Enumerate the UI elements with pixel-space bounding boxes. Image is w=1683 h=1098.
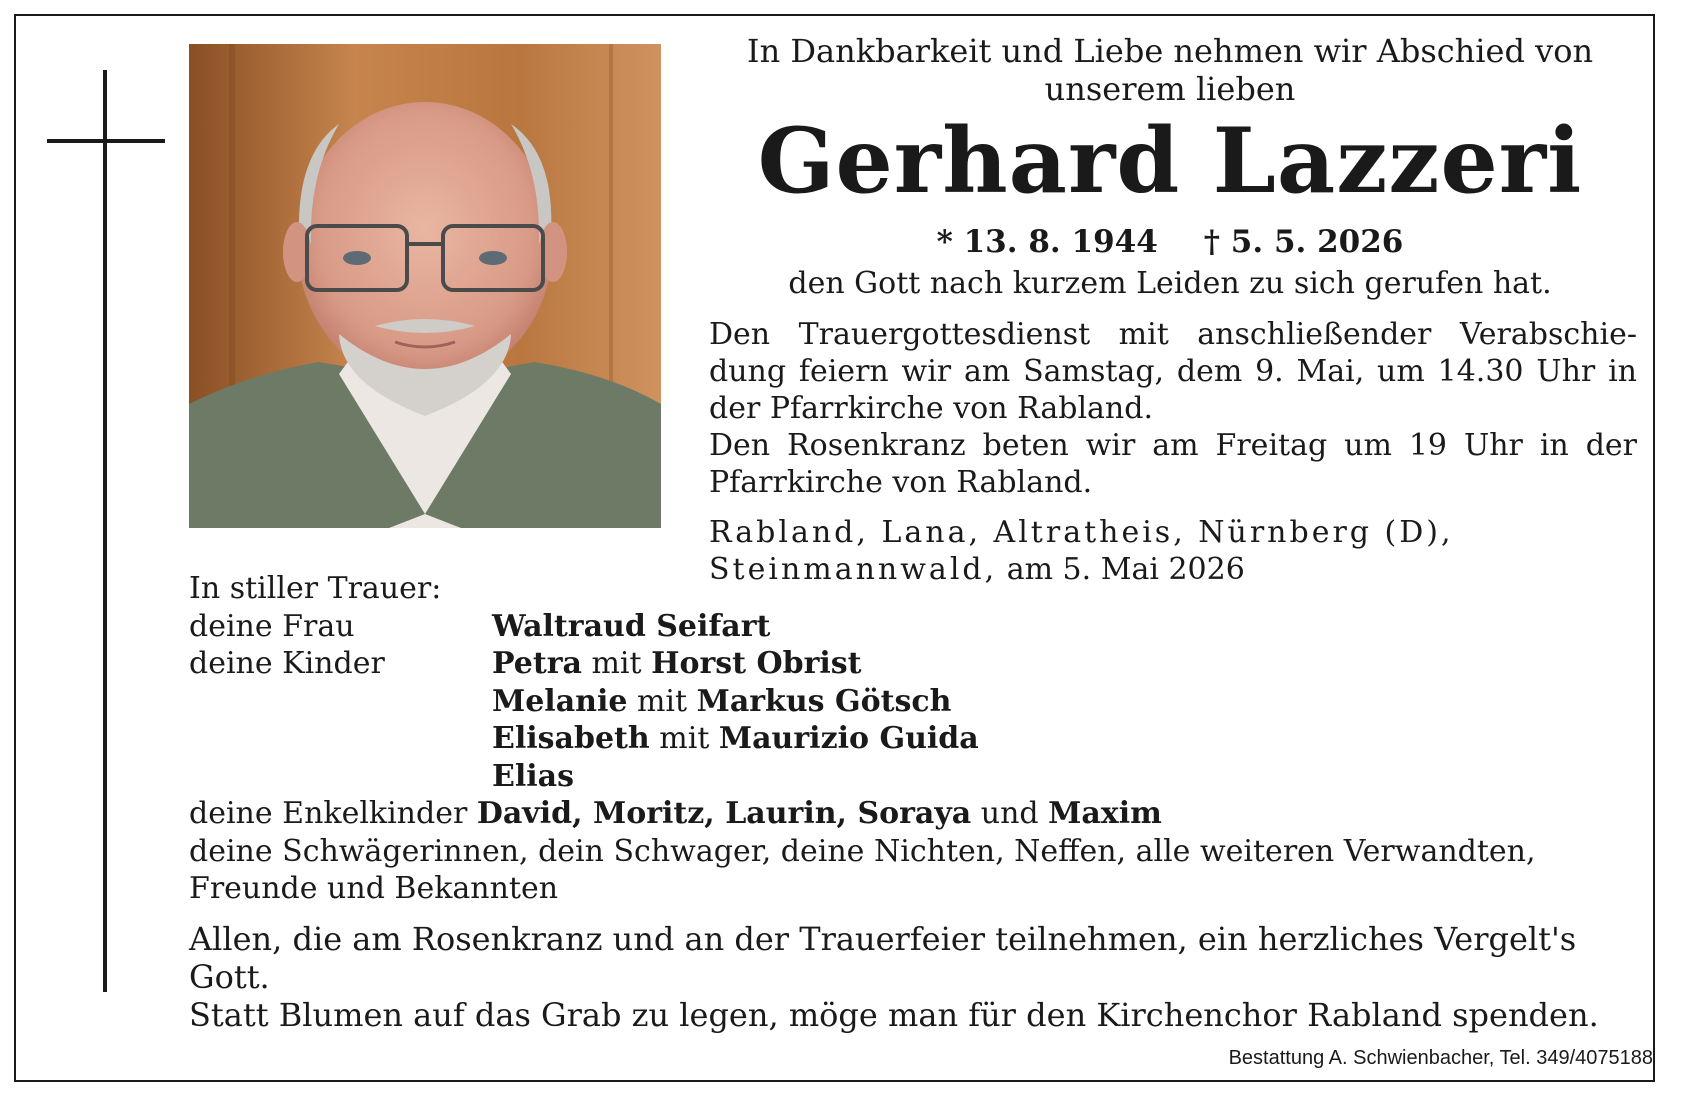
thanks-text: Allen, die am Rosenkranz und an der Trauerfeier teilnehmen, ein herzliches Vergelt's Gott. [189, 920, 1577, 996]
with-word: mit [581, 646, 652, 681]
mourner-label: deine Frau [189, 608, 355, 644]
funeral-home-contact: Bestattung A. Schwienbacher, Tel. 349/4075188 [1228, 1047, 1653, 1069]
partner-name: Horst Obrist [651, 646, 862, 681]
partner-name: Markus Götsch [696, 683, 952, 719]
mourner-name: Waltraud Seifart [492, 608, 771, 644]
mourner-row-wife [189, 608, 1649, 646]
heading-block [690, 32, 1650, 304]
mourner-row-child [189, 720, 1649, 758]
called-home-line: den Gott nach kurzem Leiden zu sich gerufen hat. [788, 266, 1552, 301]
mourner-label: deine Enkelkinder [189, 796, 477, 831]
place-name: Steinmannwald, [709, 552, 998, 587]
mourner-row-children [189, 645, 1649, 683]
grandchild-name: Maxim [1048, 796, 1162, 831]
funeral-service-text [709, 316, 1637, 427]
partner-name: Maurizio Guida [718, 721, 979, 756]
relatives-line-2: Freunde und Bekannten [189, 871, 559, 906]
intro-line-2: unserem lieben [1044, 70, 1296, 108]
child-name: Petra [492, 646, 582, 681]
with-word: mit [649, 721, 719, 756]
child-name: Elisabeth [492, 721, 650, 756]
deceased-name: Gerhard Lazzeri [757, 108, 1583, 214]
mourner-row-child: Elias [492, 758, 574, 794]
and-word: und [971, 796, 1049, 831]
life-dates [690, 220, 1650, 264]
closing-text [189, 920, 1639, 1034]
portrait-photo [189, 44, 661, 528]
rosary-text [709, 427, 1637, 501]
death-date: † 5. 5. 2026 [1203, 224, 1404, 260]
place-line-1: Rabland, Lana, Altratheis, Nürnberg (D), [709, 515, 1454, 550]
mourners-intro: In stiller Trauer: [189, 571, 442, 606]
mourner-label: deine Kinder [189, 646, 385, 681]
with-word: mit [627, 683, 697, 719]
mourners-list [189, 570, 1649, 908]
service-details [709, 316, 1637, 501]
funeral-service-line: der Pfarrkirche von Rabland. [709, 391, 1153, 426]
notice-date: am 5. Mai 2026 [997, 552, 1245, 587]
grandchildren-names: David, Moritz, Laurin, Soraya [476, 796, 972, 831]
mourner-row-child [189, 683, 1649, 721]
rosary-line: Pfarrkirche von Rabland. [709, 465, 1093, 500]
donation-text: Statt Blumen auf das Grab zu legen, möge man für den Kirchenchor Rabland spenden. [189, 996, 1599, 1034]
relatives-line-1: deine Schwägerinnen, dein Schwager, deine Nichten, Neffen, alle weiteren Verwandten, [189, 833, 1536, 869]
mourner-row-grandchildren [189, 795, 1649, 833]
cross-icon-bar [47, 139, 165, 143]
cross-icon [103, 70, 107, 992]
funeral-service-line: Den Trauergottesdienst mit anschließender Verabschie- [709, 317, 1637, 352]
child-name: Melanie [492, 683, 628, 719]
birth-date: * 13. 8. 1944 [936, 224, 1158, 260]
rosary-line: Den Rosenkranz beten wir am Freitag um 19 Uhr in der [709, 428, 1637, 463]
mourner-name [492, 645, 862, 683]
intro-line-1: In Dankbarkeit und Liebe nehmen wir Abschied von [746, 32, 1594, 70]
funeral-service-line: dung feiern wir am Samstag, dem 9. Mai, um 14.30 Uhr in [709, 354, 1637, 389]
